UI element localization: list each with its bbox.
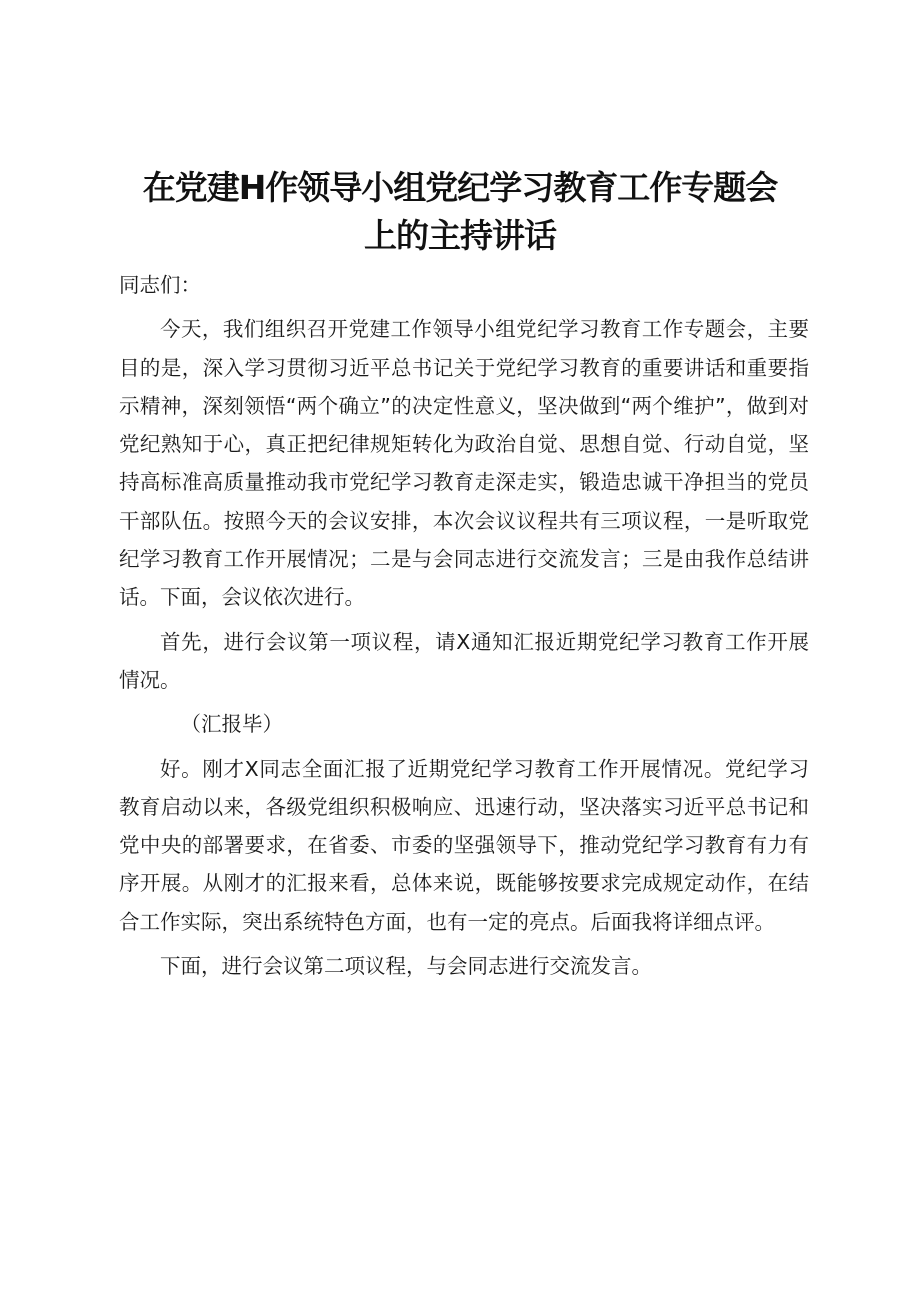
document-body	[119, 266, 809, 991]
report-finished-note: （汇报毕）	[180, 712, 283, 737]
document-title	[110, 164, 810, 260]
paragraph-agenda-item-1: 首先，进行会议第一项议程，请X通知汇报近期党纪学习教育工作开展情况。	[119, 629, 809, 692]
title-line-2: 上的主持讲话	[364, 216, 556, 255]
paragraph-opening: 今天，我们组织召开党建工作领导小组党纪学习教育工作专题会，主要目的是，深入学习贯彻习近平总书记关于党纪学习教育的重要讲话和重要指示精神，深刻领悟“两个确立”的决定性意义，坚决做到“两个维护”，做到对党纪熟知于心，真正把纪律规矩转化为政治自觉、思想自觉、行动自觉，坚持高标准高质量推动我市党纪学习教育走深走实，锻造忠诚干净担当的党员干部队伍。按照今天的会议安排，本次会议议程共有三项议程，一是听取党纪学习教育工作开展情况；二是与会同志进行交流发言；三是由我作总结讲话。下面，会议依次进行。	[119, 317, 809, 610]
paragraph-agenda-item-2: 下面，进行会议第二项议程，与会同志进行交流发言。	[160, 954, 652, 979]
title-line-1: 在党建H作领导小组党纪学习教育工作专题会	[142, 168, 778, 207]
paragraph-review: 好。刚才X同志全面汇报了近期党纪学习教育工作开展情况。党纪学习教育启动以来，各级党组织积极响应、迅速行动，坚决落实习近平总书记和党中央的部署要求，在省委、市委的坚强领导下，推动党纪学习教育有力有序开展。从刚才的汇报来看，总体来说，既能够按要求完成规定动作，在结合工作实际，突出系统特色方面，也有一定的亮点。后面我将详细点评。	[119, 756, 809, 934]
salutation: 同志们：	[119, 273, 201, 297]
